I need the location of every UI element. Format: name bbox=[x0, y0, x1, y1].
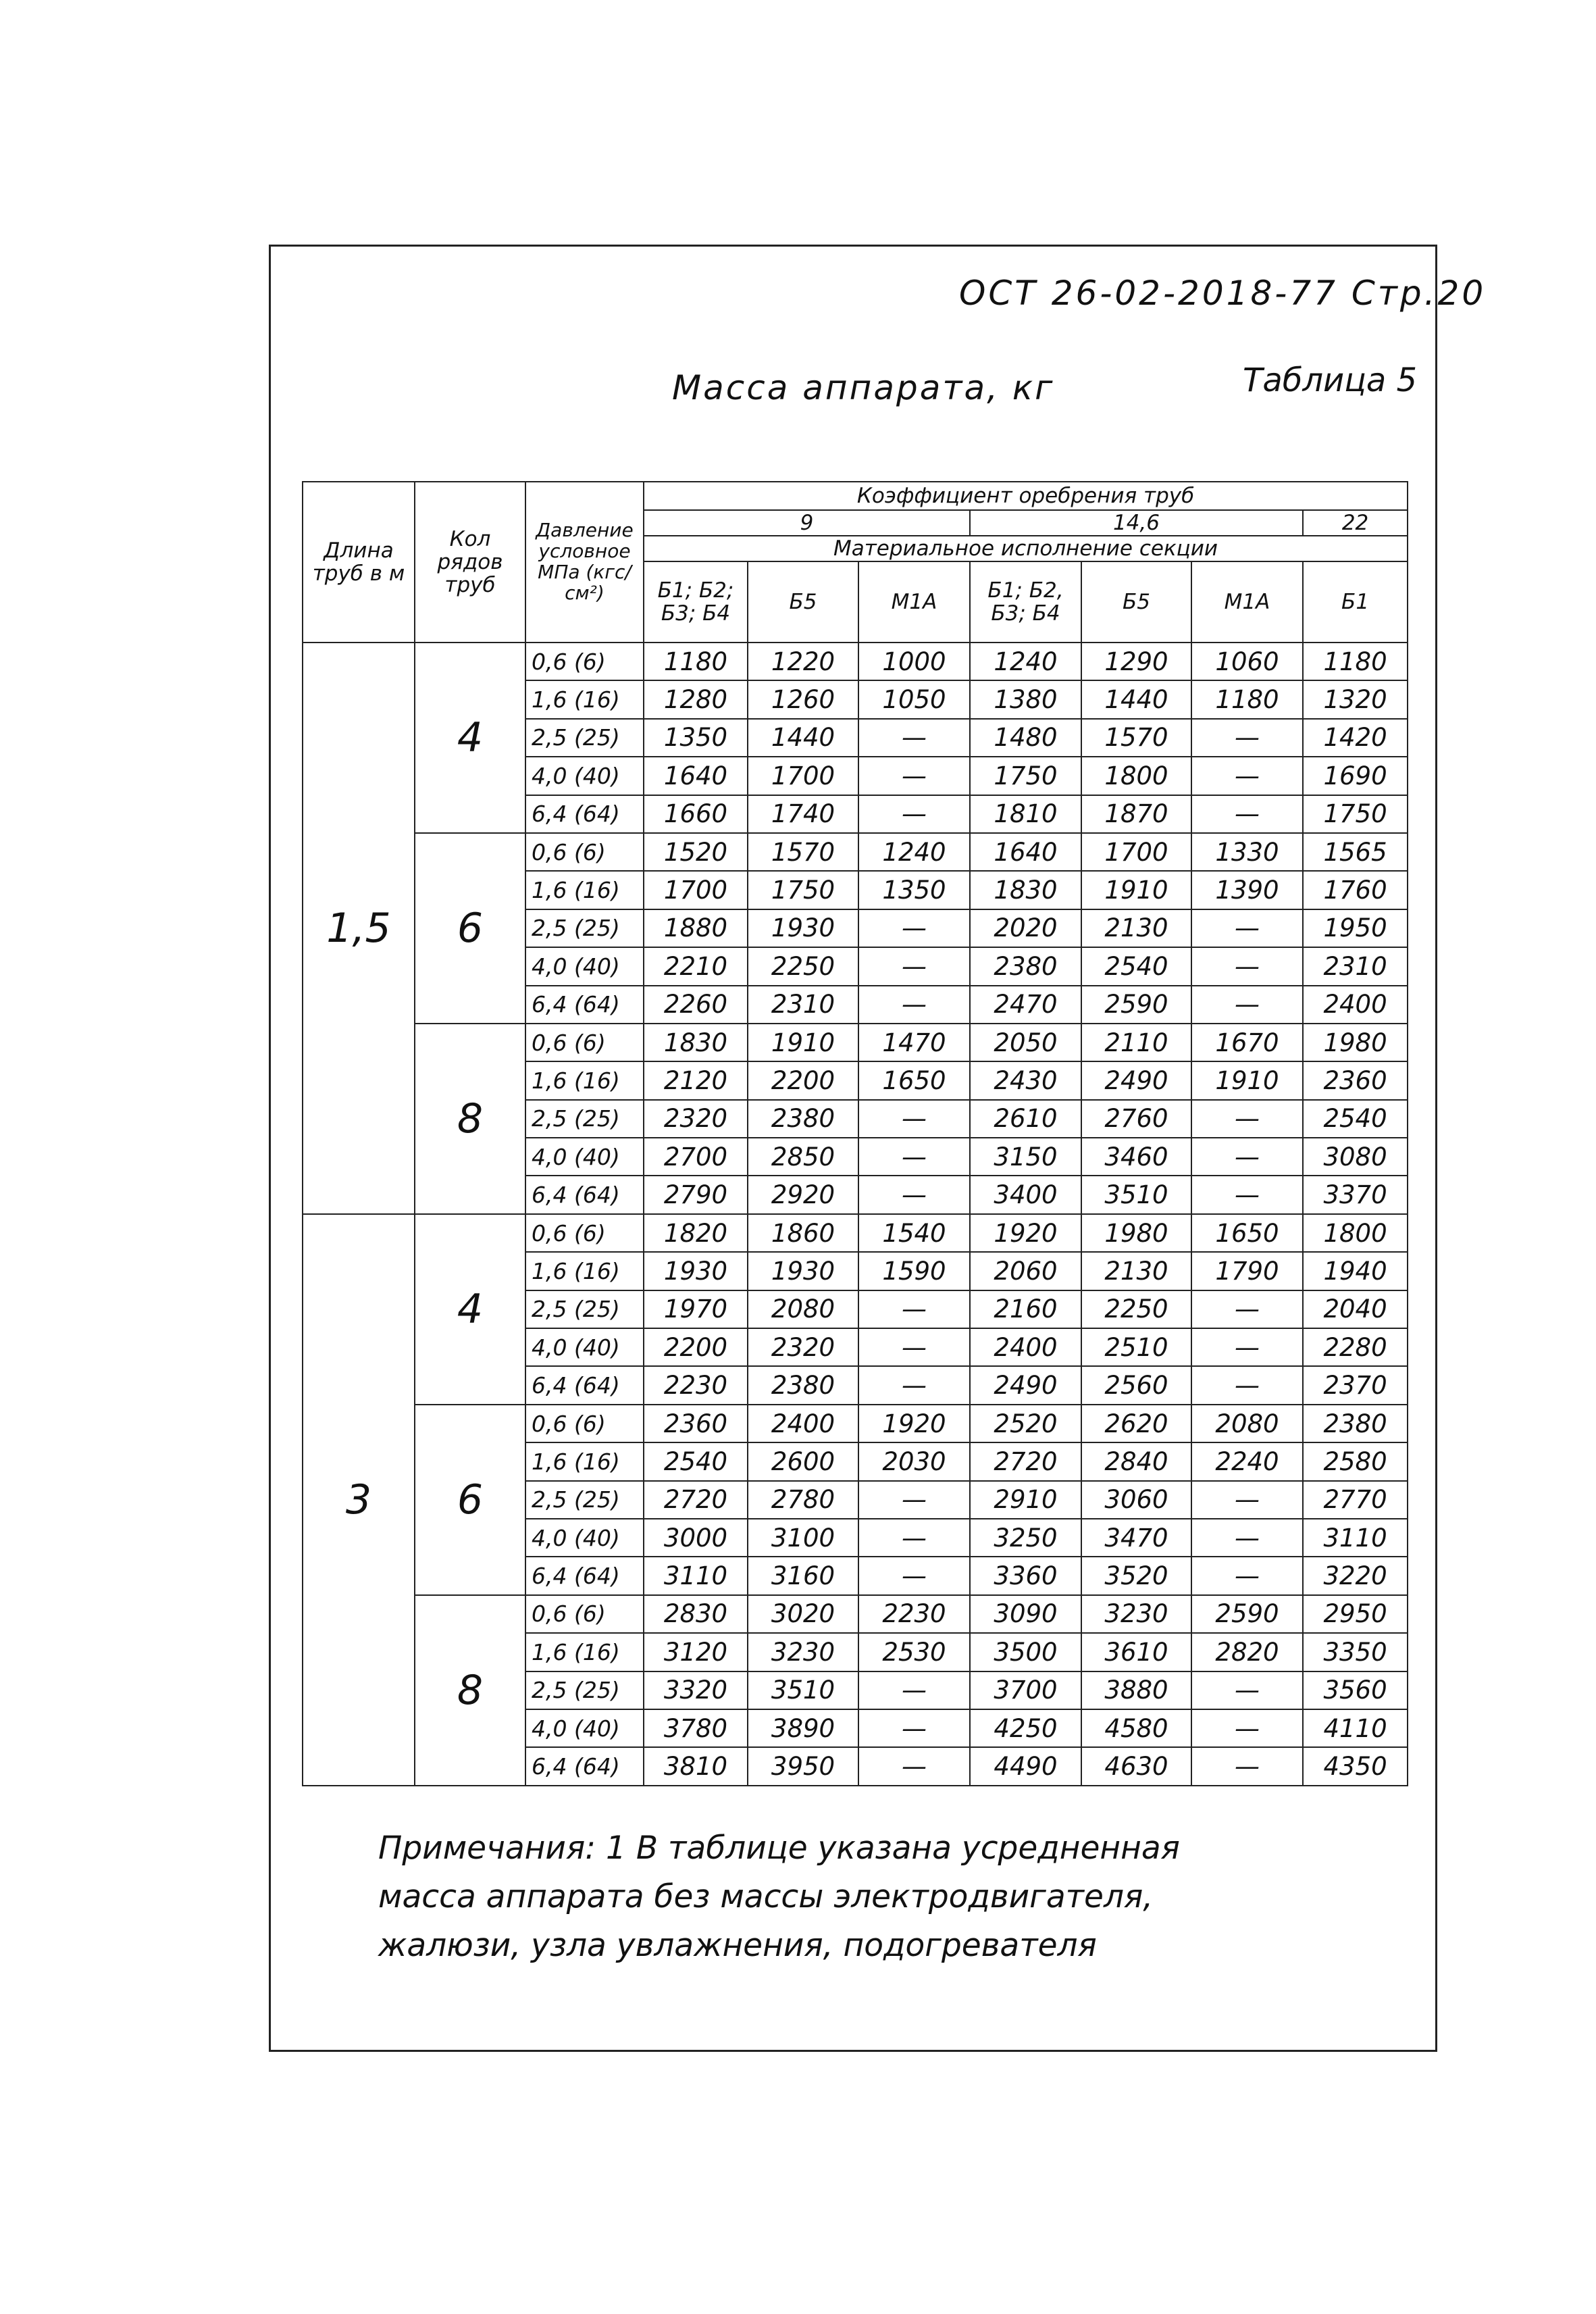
mass-value-cell: — bbox=[858, 1481, 970, 1519]
mass-value-cell: 3890 bbox=[748, 1709, 858, 1747]
table-row bbox=[303, 833, 1408, 871]
mass-value-cell: 2720 bbox=[970, 1442, 1081, 1480]
mass-value-cell: 2260 bbox=[644, 986, 748, 1024]
mass-value-cell: 3560 bbox=[1303, 1671, 1408, 1709]
mass-value-cell: 1930 bbox=[644, 1252, 748, 1290]
mass-value-cell: 1240 bbox=[858, 833, 970, 871]
pressure-cell: 4,0 (40) bbox=[525, 757, 644, 795]
mass-value-cell: 2400 bbox=[748, 1405, 858, 1442]
mass-value-cell: 2610 bbox=[970, 1100, 1081, 1138]
pressure-cell: 0,6 (6) bbox=[525, 1214, 644, 1252]
mass-value-cell: 1660 bbox=[644, 795, 748, 833]
header-material-3: Б1; Б2, Б3; Б4 bbox=[970, 561, 1081, 643]
mass-value-cell: 1740 bbox=[748, 795, 858, 833]
mass-value-cell: 2200 bbox=[748, 1061, 858, 1099]
pressure-cell: 6,4 (64) bbox=[525, 986, 644, 1024]
mass-value-cell: 1830 bbox=[970, 871, 1081, 909]
header-material-4: Б5 bbox=[1081, 561, 1191, 643]
pressure-cell: 1,6 (16) bbox=[525, 1633, 644, 1671]
mass-value-cell: 2590 bbox=[1081, 986, 1191, 1024]
mass-value-cell: — bbox=[858, 795, 970, 833]
mass-value-cell: 2470 bbox=[970, 986, 1081, 1024]
mass-value-cell: 2600 bbox=[748, 1442, 858, 1480]
mass-value-cell: 1180 bbox=[1191, 680, 1303, 718]
mass-value-cell: 1350 bbox=[644, 719, 748, 757]
mass-value-cell: 2760 bbox=[1081, 1100, 1191, 1138]
mass-value-cell: 1910 bbox=[1081, 871, 1191, 909]
mass-value-cell: 2580 bbox=[1303, 1442, 1408, 1480]
mass-value-cell: 3100 bbox=[748, 1519, 858, 1557]
mass-value-cell: 2510 bbox=[1081, 1328, 1191, 1366]
mass-value-cell: — bbox=[858, 1557, 970, 1594]
mass-value-cell: 2210 bbox=[644, 947, 748, 985]
pressure-cell: 2,5 (25) bbox=[525, 909, 644, 947]
mass-value-cell: 2540 bbox=[644, 1442, 748, 1480]
rows-count-cell: 8 bbox=[415, 1595, 525, 1786]
mass-value-cell: 3510 bbox=[1081, 1176, 1191, 1213]
mass-value-cell: — bbox=[1191, 1709, 1303, 1747]
mass-value-cell: 3370 bbox=[1303, 1176, 1408, 1213]
mass-value-cell: — bbox=[858, 1519, 970, 1557]
mass-value-cell: 2620 bbox=[1081, 1405, 1191, 1442]
mass-value-cell: 3110 bbox=[1303, 1519, 1408, 1557]
mass-value-cell: 1700 bbox=[748, 757, 858, 795]
table-row bbox=[303, 1595, 1408, 1633]
table-notes: Примечания: 1 В таблице указана усредненная масса аппарата без массы электродвигателя, жалюзи, узла увлажнения, подогревателя bbox=[378, 1830, 1180, 1964]
pressure-cell: 1,6 (16) bbox=[525, 871, 644, 909]
mass-value-cell: 1700 bbox=[1081, 833, 1191, 871]
standard-number bbox=[959, 274, 1486, 313]
mass-value-cell: 1920 bbox=[858, 1405, 970, 1442]
mass-value-cell: 1565 bbox=[1303, 833, 1408, 871]
mass-value-cell: 2430 bbox=[970, 1061, 1081, 1099]
mass-value-cell: 1830 bbox=[644, 1024, 748, 1061]
mass-value-cell: 3220 bbox=[1303, 1557, 1408, 1594]
mass-value-cell: 4250 bbox=[970, 1709, 1081, 1747]
mass-value-cell: 1800 bbox=[1081, 757, 1191, 795]
pressure-cell: 1,6 (16) bbox=[525, 1442, 644, 1480]
header-material-0: Б1; Б2; Б3; Б4 bbox=[644, 561, 748, 643]
mass-value-cell: 1930 bbox=[748, 909, 858, 947]
mass-value-cell: 3320 bbox=[644, 1671, 748, 1709]
mass-value-cell: 1280 bbox=[644, 680, 748, 718]
mass-value-cell: 1980 bbox=[1303, 1024, 1408, 1061]
mass-value-cell: 1870 bbox=[1081, 795, 1191, 833]
mass-value-cell: 2700 bbox=[644, 1138, 748, 1176]
length-cell: 1,5 bbox=[303, 643, 415, 1214]
mass-value-cell: — bbox=[1191, 1519, 1303, 1557]
mass-value-cell: 4580 bbox=[1081, 1709, 1191, 1747]
header-material-2: М1А bbox=[858, 561, 970, 643]
header-coef-22: 22 bbox=[1303, 510, 1408, 536]
mass-value-cell: 2120 bbox=[644, 1061, 748, 1099]
mass-value-cell: 2020 bbox=[970, 909, 1081, 947]
mass-value-cell: 3230 bbox=[1081, 1595, 1191, 1633]
mass-value-cell: 4350 bbox=[1303, 1747, 1408, 1785]
mass-value-cell: 3060 bbox=[1081, 1481, 1191, 1519]
mass-value-cell: 3610 bbox=[1081, 1633, 1191, 1671]
mass-value-cell: 3020 bbox=[748, 1595, 858, 1633]
mass-value-cell: 1760 bbox=[1303, 871, 1408, 909]
table-row bbox=[303, 1024, 1408, 1061]
mass-value-cell: — bbox=[1191, 1138, 1303, 1176]
pressure-cell: 2,5 (25) bbox=[525, 1100, 644, 1138]
mass-value-cell: 2200 bbox=[644, 1328, 748, 1366]
mass-value-cell: 1570 bbox=[748, 833, 858, 871]
mass-value-cell: 3700 bbox=[970, 1671, 1081, 1709]
mass-value-cell: — bbox=[858, 757, 970, 795]
pressure-cell: 0,6 (6) bbox=[525, 643, 644, 680]
mass-value-cell: — bbox=[1191, 1481, 1303, 1519]
mass-value-cell: 2380 bbox=[748, 1366, 858, 1404]
mass-value-cell: 1950 bbox=[1303, 909, 1408, 947]
mass-value-cell: 2520 bbox=[970, 1405, 1081, 1442]
mass-value-cell: 1050 bbox=[858, 680, 970, 718]
pressure-cell: 2,5 (25) bbox=[525, 1671, 644, 1709]
header-length: Длина труб в м bbox=[303, 482, 415, 643]
mass-value-cell: — bbox=[1191, 1557, 1303, 1594]
mass-value-cell: 1590 bbox=[858, 1252, 970, 1290]
pressure-cell: 4,0 (40) bbox=[525, 947, 644, 985]
page-number: Стр.20 bbox=[1351, 274, 1487, 313]
mass-value-cell: 2530 bbox=[858, 1633, 970, 1671]
mass-value-cell: 2540 bbox=[1303, 1100, 1408, 1138]
mass-value-cell: 1690 bbox=[1303, 757, 1408, 795]
mass-value-cell: — bbox=[858, 719, 970, 757]
mass-value-cell: 3520 bbox=[1081, 1557, 1191, 1594]
mass-value-cell: — bbox=[1191, 1366, 1303, 1404]
pressure-cell: 1,6 (16) bbox=[525, 680, 644, 718]
mass-value-cell: 2380 bbox=[970, 947, 1081, 985]
mass-value-cell: — bbox=[1191, 1671, 1303, 1709]
mass-value-cell: 2360 bbox=[644, 1405, 748, 1442]
pressure-cell: 6,4 (64) bbox=[525, 1747, 644, 1785]
mass-value-cell: 2780 bbox=[748, 1481, 858, 1519]
mass-value-cell: 2490 bbox=[1081, 1061, 1191, 1099]
mass-value-cell: 2050 bbox=[970, 1024, 1081, 1061]
mass-value-cell: 3470 bbox=[1081, 1519, 1191, 1557]
mass-value-cell: 1800 bbox=[1303, 1214, 1408, 1252]
mass-value-cell: — bbox=[858, 1290, 970, 1328]
mass-value-cell: — bbox=[858, 986, 970, 1024]
mass-value-cell: 3880 bbox=[1081, 1671, 1191, 1709]
pressure-cell: 4,0 (40) bbox=[525, 1519, 644, 1557]
mass-value-cell: — bbox=[858, 1747, 970, 1785]
header-material-6: Б1 bbox=[1303, 561, 1408, 643]
mass-value-cell: 3090 bbox=[970, 1595, 1081, 1633]
mass-value-cell: 1350 bbox=[858, 871, 970, 909]
mass-value-cell: 2380 bbox=[1303, 1405, 1408, 1442]
mass-value-cell: 2230 bbox=[858, 1595, 970, 1633]
mass-value-cell: 1860 bbox=[748, 1214, 858, 1252]
mass-value-cell: 1260 bbox=[748, 680, 858, 718]
mass-value-cell: 2280 bbox=[1303, 1328, 1408, 1366]
mass-value-cell: 1790 bbox=[1191, 1252, 1303, 1290]
pressure-cell: 1,6 (16) bbox=[525, 1061, 644, 1099]
mass-value-cell: 2080 bbox=[748, 1290, 858, 1328]
mass-value-cell: — bbox=[1191, 1328, 1303, 1366]
mass-value-cell: 2360 bbox=[1303, 1061, 1408, 1099]
mass-value-cell: 2130 bbox=[1081, 1252, 1191, 1290]
mass-value-cell: 1240 bbox=[970, 643, 1081, 680]
mass-value-cell: 2540 bbox=[1081, 947, 1191, 985]
mass-value-cell: 1750 bbox=[970, 757, 1081, 795]
mass-value-cell: 2380 bbox=[748, 1100, 858, 1138]
mass-value-cell: — bbox=[858, 1138, 970, 1176]
mass-value-cell: 2230 bbox=[644, 1366, 748, 1404]
mass-value-cell: — bbox=[858, 1176, 970, 1213]
table-row bbox=[303, 643, 1408, 680]
header-coef-14-6: 14,6 bbox=[970, 510, 1303, 536]
mass-value-cell: 2320 bbox=[748, 1328, 858, 1366]
mass-value-cell: 1480 bbox=[970, 719, 1081, 757]
header-material-5: М1А bbox=[1191, 561, 1303, 643]
mass-table bbox=[302, 481, 1408, 1786]
mass-value-cell: 2080 bbox=[1191, 1405, 1303, 1442]
mass-value-cell: — bbox=[858, 1671, 970, 1709]
mass-value-cell: 1910 bbox=[748, 1024, 858, 1061]
mass-value-cell: 3120 bbox=[644, 1633, 748, 1671]
mass-value-cell: 2110 bbox=[1081, 1024, 1191, 1061]
mass-value-cell: 2400 bbox=[970, 1328, 1081, 1366]
mass-value-cell: 2590 bbox=[1191, 1595, 1303, 1633]
pressure-cell: 4,0 (40) bbox=[525, 1328, 644, 1366]
table-label: Таблица 5 bbox=[1243, 361, 1418, 399]
mass-value-cell: 2920 bbox=[748, 1176, 858, 1213]
mass-value-cell: 2490 bbox=[970, 1366, 1081, 1404]
standard-code: ОСТ 26-02-2018-77 bbox=[959, 274, 1338, 313]
table-row bbox=[303, 1405, 1408, 1442]
mass-value-cell: 1220 bbox=[748, 643, 858, 680]
mass-value-cell: 2320 bbox=[644, 1100, 748, 1138]
header-material: Материальное исполнение секции bbox=[644, 536, 1408, 561]
pressure-cell: 6,4 (64) bbox=[525, 795, 644, 833]
mass-value-cell: 2030 bbox=[858, 1442, 970, 1480]
mass-value-cell: 1330 bbox=[1191, 833, 1303, 871]
mass-value-cell: 1700 bbox=[644, 871, 748, 909]
pressure-cell: 6,4 (64) bbox=[525, 1366, 644, 1404]
mass-value-cell: 1440 bbox=[748, 719, 858, 757]
mass-value-cell: 1930 bbox=[748, 1252, 858, 1290]
mass-value-cell: 1820 bbox=[644, 1214, 748, 1252]
rows-count-cell: 6 bbox=[415, 833, 525, 1024]
mass-value-cell: 2820 bbox=[1191, 1633, 1303, 1671]
mass-value-cell: 1970 bbox=[644, 1290, 748, 1328]
header-rows: Кол рядов труб bbox=[415, 482, 525, 643]
mass-value-cell: 3400 bbox=[970, 1176, 1081, 1213]
mass-value-cell: 2770 bbox=[1303, 1481, 1408, 1519]
mass-value-cell: 2250 bbox=[748, 947, 858, 985]
mass-value-cell: 1470 bbox=[858, 1024, 970, 1061]
mass-value-cell: 1670 bbox=[1191, 1024, 1303, 1061]
mass-value-cell: 3230 bbox=[748, 1633, 858, 1671]
pressure-cell: 2,5 (25) bbox=[525, 1290, 644, 1328]
mass-value-cell: 2850 bbox=[748, 1138, 858, 1176]
mass-value-cell: 2830 bbox=[644, 1595, 748, 1633]
pressure-cell: 4,0 (40) bbox=[525, 1709, 644, 1747]
mass-value-cell: 1060 bbox=[1191, 643, 1303, 680]
rows-count-cell: 6 bbox=[415, 1405, 525, 1595]
mass-value-cell: 1440 bbox=[1081, 680, 1191, 718]
table-row bbox=[303, 1214, 1408, 1252]
mass-value-cell: 1750 bbox=[1303, 795, 1408, 833]
mass-value-cell: — bbox=[1191, 719, 1303, 757]
mass-value-cell: 3250 bbox=[970, 1519, 1081, 1557]
mass-value-cell: 1290 bbox=[1081, 643, 1191, 680]
pressure-cell: 0,6 (6) bbox=[525, 1024, 644, 1061]
mass-value-cell: — bbox=[1191, 757, 1303, 795]
mass-value-cell: 2370 bbox=[1303, 1366, 1408, 1404]
mass-value-cell: — bbox=[1191, 1747, 1303, 1785]
pressure-cell: 0,6 (6) bbox=[525, 1595, 644, 1633]
mass-value-cell: 1940 bbox=[1303, 1252, 1408, 1290]
mass-value-cell: 4490 bbox=[970, 1747, 1081, 1785]
header-coefficient: Коэффициент оребрения труб bbox=[644, 482, 1408, 510]
mass-value-cell: 1180 bbox=[1303, 643, 1408, 680]
table-title: Масса аппарата, кг bbox=[672, 368, 1055, 407]
mass-value-cell: — bbox=[1191, 1176, 1303, 1213]
mass-value-cell: 1390 bbox=[1191, 871, 1303, 909]
mass-value-cell: — bbox=[858, 947, 970, 985]
mass-value-cell: 1650 bbox=[858, 1061, 970, 1099]
mass-value-cell: 3080 bbox=[1303, 1138, 1408, 1176]
mass-value-cell: — bbox=[1191, 947, 1303, 985]
mass-value-cell: 3460 bbox=[1081, 1138, 1191, 1176]
pressure-cell: 2,5 (25) bbox=[525, 719, 644, 757]
mass-value-cell: 3780 bbox=[644, 1709, 748, 1747]
mass-value-cell: — bbox=[858, 1328, 970, 1366]
pressure-cell: 0,6 (6) bbox=[525, 1405, 644, 1442]
mass-value-cell: 3810 bbox=[644, 1747, 748, 1785]
mass-value-cell: — bbox=[858, 1100, 970, 1138]
mass-value-cell: 1640 bbox=[644, 757, 748, 795]
mass-value-cell: 2840 bbox=[1081, 1442, 1191, 1480]
pressure-cell: 2,5 (25) bbox=[525, 1481, 644, 1519]
mass-value-cell: 1320 bbox=[1303, 680, 1408, 718]
pressure-cell: 1,6 (16) bbox=[525, 1252, 644, 1290]
rows-count-cell: 4 bbox=[415, 643, 525, 833]
length-cell: 3 bbox=[303, 1214, 415, 1786]
mass-value-cell: 1980 bbox=[1081, 1214, 1191, 1252]
mass-value-cell: 1520 bbox=[644, 833, 748, 871]
pressure-cell: 6,4 (64) bbox=[525, 1557, 644, 1594]
mass-value-cell: 1810 bbox=[970, 795, 1081, 833]
mass-value-cell: 1000 bbox=[858, 643, 970, 680]
mass-value-cell: 2950 bbox=[1303, 1595, 1408, 1633]
mass-value-cell: — bbox=[1191, 1290, 1303, 1328]
mass-value-cell: — bbox=[1191, 909, 1303, 947]
mass-value-cell: 3500 bbox=[970, 1633, 1081, 1671]
mass-value-cell: — bbox=[858, 909, 970, 947]
mass-value-cell: 3000 bbox=[644, 1519, 748, 1557]
mass-value-cell: — bbox=[858, 1709, 970, 1747]
mass-value-cell: — bbox=[858, 1366, 970, 1404]
mass-value-cell: — bbox=[1191, 986, 1303, 1024]
mass-value-cell: 2720 bbox=[644, 1481, 748, 1519]
mass-value-cell: 3150 bbox=[970, 1138, 1081, 1176]
mass-value-cell: 3510 bbox=[748, 1671, 858, 1709]
mass-value-cell: 3950 bbox=[748, 1747, 858, 1785]
mass-value-cell: 1750 bbox=[748, 871, 858, 909]
header-coef-9: 9 bbox=[644, 510, 970, 536]
mass-value-cell: 2130 bbox=[1081, 909, 1191, 947]
mass-value-cell: 3360 bbox=[970, 1557, 1081, 1594]
mass-value-cell: 2040 bbox=[1303, 1290, 1408, 1328]
mass-value-cell: 1420 bbox=[1303, 719, 1408, 757]
rows-count-cell: 8 bbox=[415, 1024, 525, 1214]
mass-value-cell: 1570 bbox=[1081, 719, 1191, 757]
rows-count-cell: 4 bbox=[415, 1214, 525, 1405]
mass-value-cell: — bbox=[1191, 795, 1303, 833]
mass-value-cell: 1380 bbox=[970, 680, 1081, 718]
mass-value-cell: 1540 bbox=[858, 1214, 970, 1252]
pressure-cell: 0,6 (6) bbox=[525, 833, 644, 871]
mass-value-cell: 2560 bbox=[1081, 1366, 1191, 1404]
pressure-cell: 4,0 (40) bbox=[525, 1138, 644, 1176]
mass-value-cell: 1880 bbox=[644, 909, 748, 947]
mass-value-cell: 2310 bbox=[1303, 947, 1408, 985]
mass-value-cell: 2790 bbox=[644, 1176, 748, 1213]
mass-value-cell: 2160 bbox=[970, 1290, 1081, 1328]
mass-value-cell: 3110 bbox=[644, 1557, 748, 1594]
mass-value-cell: — bbox=[1191, 1100, 1303, 1138]
mass-value-cell: 2910 bbox=[970, 1481, 1081, 1519]
mass-value-cell: 1640 bbox=[970, 833, 1081, 871]
mass-value-cell: 1910 bbox=[1191, 1061, 1303, 1099]
mass-value-cell: 2310 bbox=[748, 986, 858, 1024]
mass-value-cell: 4110 bbox=[1303, 1709, 1408, 1747]
mass-value-cell: 1180 bbox=[644, 643, 748, 680]
mass-value-cell: 3350 bbox=[1303, 1633, 1408, 1671]
mass-value-cell: 2240 bbox=[1191, 1442, 1303, 1480]
header-material-1: Б5 bbox=[748, 561, 858, 643]
mass-value-cell: 3160 bbox=[748, 1557, 858, 1594]
pressure-cell: 6,4 (64) bbox=[525, 1176, 644, 1213]
mass-value-cell: 4630 bbox=[1081, 1747, 1191, 1785]
header-pressure: Давление условное МПа (кгс/см²) bbox=[525, 482, 644, 643]
mass-value-cell: 1650 bbox=[1191, 1214, 1303, 1252]
mass-value-cell: 1920 bbox=[970, 1214, 1081, 1252]
mass-value-cell: 2400 bbox=[1303, 986, 1408, 1024]
mass-value-cell: 2250 bbox=[1081, 1290, 1191, 1328]
mass-value-cell: 2060 bbox=[970, 1252, 1081, 1290]
